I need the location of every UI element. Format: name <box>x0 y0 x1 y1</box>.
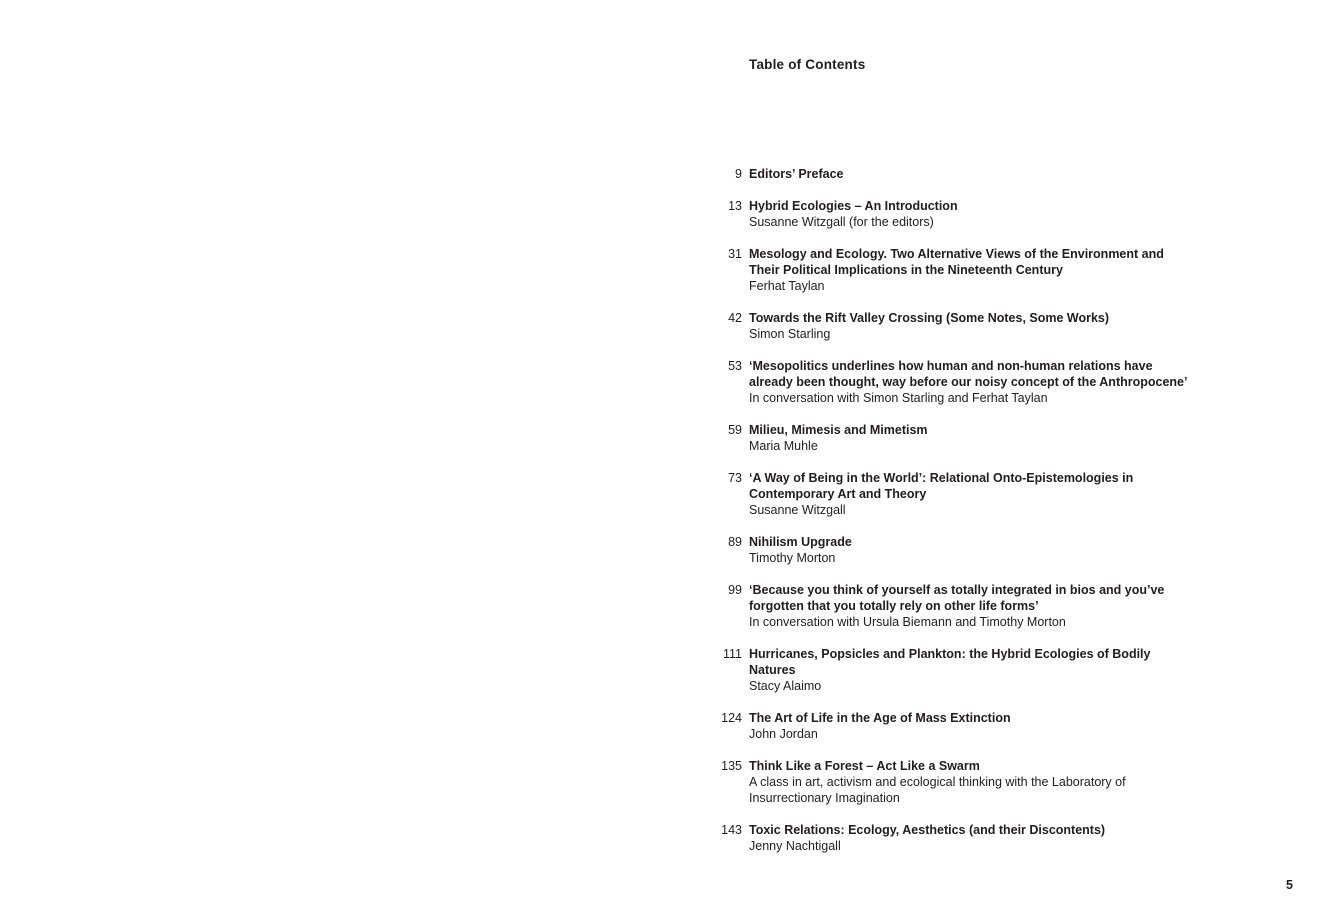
entry-page-number: 89 <box>728 535 742 549</box>
entry-title-line: Hybrid Ecologies – An Introduction <box>749 199 958 213</box>
entry-subtitle-line: Simon Starling <box>749 327 831 341</box>
entry-text <box>749 198 958 230</box>
entry-page-number: 13 <box>728 199 742 213</box>
entry-title-line: forgotten that you totally rely on other life forms’ <box>749 599 1039 613</box>
entry-title-line: ‘Mesopolitics underlines how human and non-human relations have <box>749 359 1153 373</box>
entry-page-number: 53 <box>728 359 742 373</box>
entry-subtitle <box>749 726 1011 742</box>
entry-page-number: 143 <box>721 823 742 837</box>
entry-text <box>749 646 1150 694</box>
toc-entry <box>709 710 1187 742</box>
entry-page-number: 31 <box>728 247 742 261</box>
entry-title-line: Toxic Relations: Ecology, Aesthetics (and their Discontents) <box>749 823 1106 837</box>
toc-entry <box>709 758 1187 806</box>
entry-subtitle <box>749 326 1109 342</box>
entry-title <box>749 710 1011 726</box>
entry-page-number: 124 <box>721 711 742 725</box>
entry-text <box>749 166 844 182</box>
toc-entry <box>709 582 1187 630</box>
entry-subtitle <box>749 390 1187 406</box>
entry-text <box>749 710 1011 742</box>
entry-title-line: Towards the Rift Valley Crossing (Some Notes, Some Works) <box>749 311 1110 325</box>
entry-title-line: Their Political Implications in the Nineteenth Century <box>749 263 1063 277</box>
entry-title-line: Hurricanes, Popsicles and Plankton: the Hybrid Ecologies of Bodily <box>749 647 1151 661</box>
entry-subtitle <box>749 502 1133 518</box>
entry-page-number: 59 <box>728 423 742 437</box>
toc-entry <box>709 822 1187 854</box>
toc-entry <box>709 246 1187 294</box>
entry-title-line: Milieu, Mimesis and Mimetism <box>749 423 928 437</box>
toc-list <box>709 166 1187 870</box>
entry-title-line: The Art of Life in the Age of Mass Extinction <box>749 711 1011 725</box>
entry-subtitle <box>749 614 1164 630</box>
entry-title-line: already been thought, way before our noisy concept of the Anthropocene’ <box>749 375 1188 389</box>
entry-subtitle <box>749 550 852 566</box>
entry-subtitle-line: Timothy Morton <box>749 551 836 565</box>
entry-text <box>749 358 1187 406</box>
entry-title <box>749 646 1150 678</box>
entry-text <box>749 246 1164 294</box>
entry-title <box>749 758 1126 774</box>
entry-title <box>749 310 1109 326</box>
entry-text <box>749 422 928 454</box>
entry-text <box>749 534 852 566</box>
entry-title-line: Contemporary Art and Theory <box>749 487 927 501</box>
entry-subtitle-line: Susanne Witzgall <box>749 503 846 517</box>
toc-entry <box>709 198 1187 230</box>
entry-subtitle-line: Insurrectionary Imagination <box>749 791 900 805</box>
page-title: Table of Contents <box>749 57 866 72</box>
entry-subtitle <box>749 678 1150 694</box>
toc-entry <box>709 310 1187 342</box>
entry-title-line: ‘A Way of Being in the World’: Relational Onto-Epistemologies in <box>749 471 1134 485</box>
toc-entry <box>709 166 1187 182</box>
entry-title-line: Mesology and Ecology. Two Alternative Views of the Environment and <box>749 247 1164 261</box>
entry-text <box>749 582 1164 630</box>
entry-page-number: 73 <box>728 471 742 485</box>
entry-subtitle-line: In conversation with Simon Starling and Ferhat Taylan <box>749 391 1048 405</box>
entry-subtitle-line: Jenny Nachtigall <box>749 839 841 853</box>
entry-subtitle-line: Susanne Witzgall (for the editors) <box>749 215 934 229</box>
entry-title <box>749 470 1133 502</box>
entry-page-number: 111 <box>722 647 742 661</box>
entry-subtitle-line: In conversation with Ursula Biemann and Timothy Morton <box>749 615 1066 629</box>
entry-title <box>749 422 928 438</box>
entry-text <box>749 822 1105 854</box>
entry-subtitle <box>749 774 1126 806</box>
entry-subtitle-line: John Jordan <box>749 727 818 741</box>
entry-title-line: Natures <box>749 663 796 677</box>
toc-entry <box>709 534 1187 566</box>
entry-text <box>749 758 1126 806</box>
folio-page-number: 5 <box>1286 878 1293 892</box>
entry-title <box>749 822 1105 838</box>
entry-title <box>749 166 844 182</box>
entry-page-number: 135 <box>721 759 742 773</box>
entry-subtitle <box>749 214 958 230</box>
entry-title <box>749 358 1187 390</box>
entry-subtitle-line: A class in art, activism and ecological thinking with the Laboratory of <box>749 775 1126 789</box>
entry-subtitle-line: Stacy Alaimo <box>749 679 822 693</box>
toc-entry <box>709 646 1187 694</box>
entry-title <box>749 534 852 550</box>
toc-entry <box>709 358 1187 406</box>
toc-entry <box>709 470 1187 518</box>
entry-text <box>749 310 1109 342</box>
entry-title <box>749 246 1164 278</box>
entry-page-number: 9 <box>735 167 742 181</box>
entry-subtitle-line: Maria Muhle <box>749 439 818 453</box>
entry-subtitle <box>749 838 1105 854</box>
toc-entry <box>709 422 1187 454</box>
entry-page-number: 99 <box>728 583 742 597</box>
entry-text <box>749 470 1133 518</box>
entry-title <box>749 582 1164 614</box>
entry-title-line: Nihilism Upgrade <box>749 535 852 549</box>
entry-title-line: Editors’ Preface <box>749 167 844 181</box>
entry-subtitle-line: Ferhat Taylan <box>749 279 825 293</box>
entry-title-line: ‘Because you think of yourself as totally integrated in bios and you’ve <box>749 583 1165 597</box>
entry-page-number: 42 <box>728 311 742 325</box>
entry-title <box>749 198 958 214</box>
entry-subtitle <box>749 278 1164 294</box>
entry-title-line: Think Like a Forest – Act Like a Swarm <box>749 759 980 773</box>
entry-subtitle <box>749 438 928 454</box>
